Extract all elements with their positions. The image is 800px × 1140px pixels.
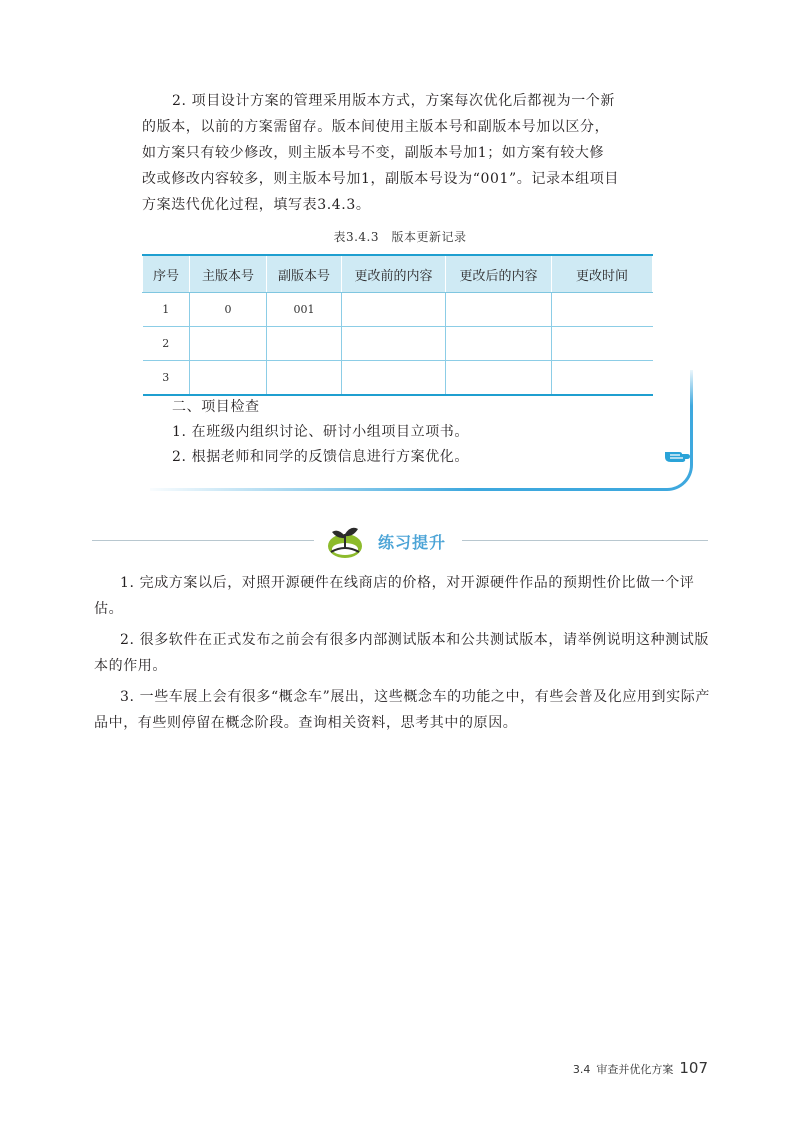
sprout-icon xyxy=(325,522,365,560)
intro-line: 的版本，以前的方案需留存。版本间使用主版本号和副版本号加以区分， xyxy=(142,119,610,135)
table-cell xyxy=(190,327,267,361)
practice-item: 3. 一些车展上会有很多“概念车”展出，这些概念车的功能之中，有些会普及化应用到实际产品中，有些则停留在概念阶段。查询相关资料，思考其中的原因。 xyxy=(94,689,710,731)
table-cell xyxy=(446,327,552,361)
divider-left xyxy=(92,540,314,541)
table-cell: 2 xyxy=(143,327,190,361)
table-cell xyxy=(342,327,446,361)
page-footer xyxy=(0,1058,708,1077)
footer-section: 3.4 xyxy=(572,1063,591,1076)
practice-item: 2. 很多软件在正式发布之前会有很多内部测试版本和公共测试版本，请举例说明这种测试版本的作用。 xyxy=(94,632,710,674)
check-heading: 二、项目检查 xyxy=(172,399,260,415)
table-cell xyxy=(342,293,446,327)
practice-list xyxy=(94,570,710,741)
table-cell xyxy=(552,327,653,361)
header-cell: 主版本号 xyxy=(190,255,267,293)
table-row xyxy=(143,293,653,327)
practice-item: 1. 完成方案以后，对照开源硬件在线商店的价格，对开源硬件作品的预期性价比做一个评估。 xyxy=(94,575,695,617)
intro-line: 改或修改内容较多，则主版本号加1，副版本号设为“001”。记录本组项目 xyxy=(142,171,619,187)
frame-top-fade xyxy=(670,366,700,406)
header-cell: 序号 xyxy=(143,255,190,293)
pointing-hand-icon xyxy=(663,444,691,466)
divider-right xyxy=(462,540,708,541)
footer-title: 审查并优化方案 xyxy=(596,1063,674,1076)
practice-title: 练习提升 xyxy=(378,533,447,552)
intro-paragraph xyxy=(142,88,670,218)
table-cell: 1 xyxy=(143,293,190,327)
header-cell: 副版本号 xyxy=(267,255,342,293)
frame-fade xyxy=(140,470,470,494)
header-cell: 更改前的内容 xyxy=(342,255,446,293)
table-cell: 3 xyxy=(143,361,190,396)
table-row xyxy=(143,327,653,361)
header-cell: 更改后的内容 xyxy=(446,255,552,293)
intro-line: 如方案只有较少修改，则主版本号不变，副版本号加1；如方案有较大修 xyxy=(142,145,605,161)
table-cell xyxy=(552,293,653,327)
table-header-row xyxy=(143,255,653,293)
header-cell: 更改时间 xyxy=(552,255,653,293)
table-cell xyxy=(267,327,342,361)
check-list xyxy=(172,420,469,470)
table-cell: 0 xyxy=(190,293,267,327)
intro-line: 2. 项目设计方案的管理采用版本方式，方案每次优化后都视为一个新 xyxy=(172,93,616,109)
page-number: 107 xyxy=(679,1059,708,1077)
check-item: 2. 根据老师和同学的反馈信息进行方案优化。 xyxy=(172,449,470,465)
check-item: 1. 在班级内组织讨论、研讨小组项目立项书。 xyxy=(172,424,470,440)
intro-line: 方案迭代优化过程，填写表3.4.3。 xyxy=(142,197,371,213)
table-cell: 001 xyxy=(267,293,342,327)
table-cell xyxy=(446,293,552,327)
table-caption: 表3.4.3 版本更新记录 xyxy=(333,230,467,244)
